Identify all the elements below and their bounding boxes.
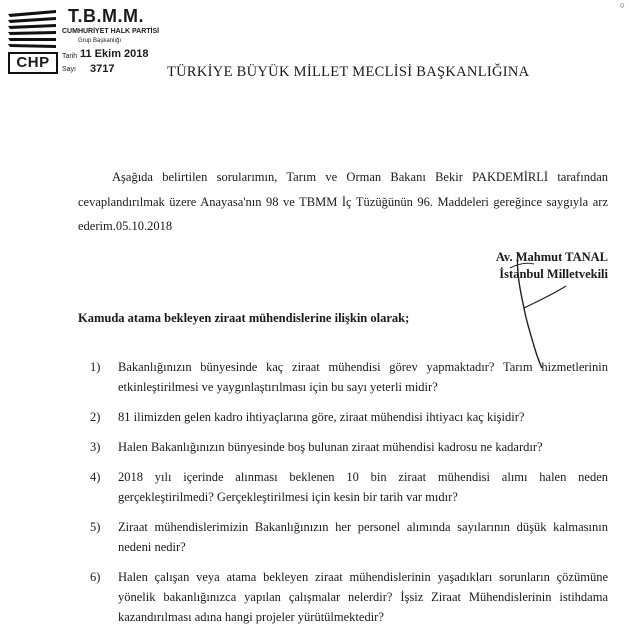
six-arrows-icon [6,8,58,50]
group-name: Grup Başkanlığı [78,38,122,44]
question-list [90,357,608,637]
question-number: 2) [90,410,101,424]
question-text: 2018 yılı içerinde alınması beklenen 10 bin ziraat mühendisi alımı halen neden gerçekleştirilmedi? Gerçekleştirilmesi için kesin bir tarih var mıdır? [118,470,608,504]
org-title: T.B.M.M. [68,6,144,26]
party-name: CUMHURİYET HALK PARTİSİ [62,28,160,35]
list-item [90,567,608,627]
question-text: Halen Bakanlığınızın bünyesinde boş bulunan ziraat mühendisi kadrosu ne kadardır? [118,440,543,454]
question-text: 81 ilimizden gelen kadro ihtiyaçlarına göre, ziraat mühendisi ihtiyacı kaç kişidir? [118,410,525,424]
number-value: 3717 [90,63,115,75]
list-item [90,437,608,457]
date-label: Tarih [62,53,78,60]
question-number: 4) [90,470,101,484]
list-item [90,357,608,397]
page-title: TÜRKİYE BÜYÜK MİLLET MECLİSİ BAŞKANLIĞINA [167,64,530,80]
date-value: 11 Ekim 2018 [80,48,149,60]
list-item [90,517,608,557]
question-text: Bakanlığınızın bünyesinde kaç ziraat mühendisi görev yapmaktadır? Tarım hizmetlerinin etkinleştirilmesi ve yaygınlaştırılması için bu sayı yeterli midir? [118,360,608,394]
signatory-title: İstanbul Milletvekili [499,267,608,281]
intro-paragraph: Aşağıda belirtilen sorularımın, Tarım ve Orman Bakanı Bekir PAKDEMİRLİ tarafından cevaplandırılmak üzere Anayasa'nın 98 ve TBMM İç Tüzüğünün 96. Maddeleri gereğince saygıyla arz ederim.05.10.2018 [78,170,608,233]
question-number: 3) [90,440,101,454]
chp-logo [6,8,58,70]
question-number: 1) [90,360,101,374]
question-number: 6) [90,570,101,584]
handwritten-signature [480,250,570,370]
question-number: 5) [90,520,101,534]
question-text: Ziraat mühendislerimizin Bakanlığınızın her personel alımında sayılarının düşük kalmasının nedeni nedir? [118,520,608,554]
list-item [90,407,608,427]
signatory-name: Av. Mahmut TANAL [495,250,608,264]
logo-text: CHP [8,52,58,74]
corner-mark: ○ [619,0,625,10]
number-label: Sayı [62,66,77,73]
question-text: Halen çalışan veya atama bekleyen ziraat mühendislerinin yaşadıkları sorunların çözümüne yönelik bakanlığınızca yapılan çalışmalar nelerdir? İşsiz Ziraat Mühendislerinin istihdama kazandırılması adına hangi projeler yürütülmektedir? [118,570,608,624]
list-item [90,467,608,507]
subject-line: Kamuda atama bekleyen ziraat mühendislerine ilişkin olarak; [78,311,410,325]
